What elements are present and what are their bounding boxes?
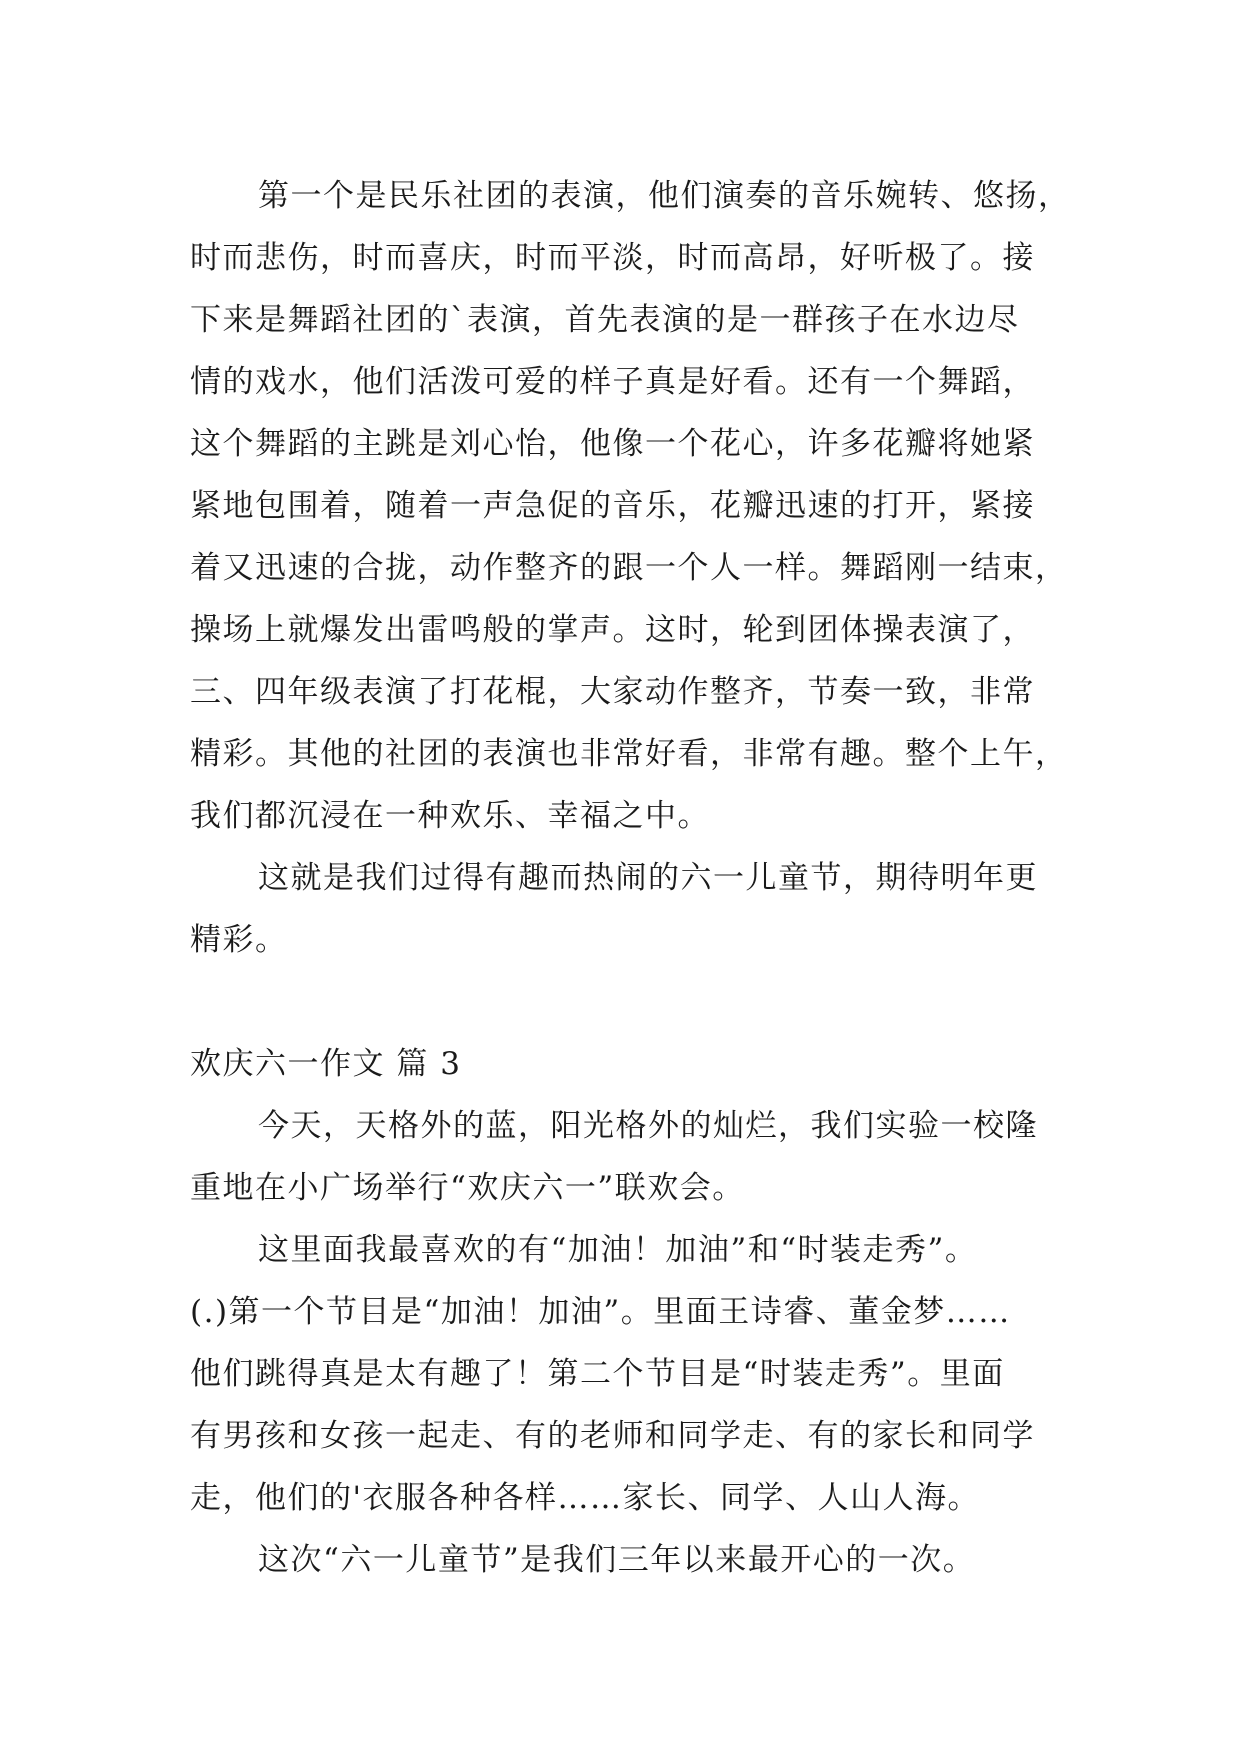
text-line: 情的戏水，他们活泼可爱的样子真是好看。还有一个舞蹈， bbox=[190, 364, 1035, 400]
text-line: 走，他们的'衣服各种各样……家长、同学、人山人海。 bbox=[190, 1480, 981, 1516]
text-line: 重地在小广场举行“欢庆六一”联欢会。 bbox=[190, 1170, 745, 1206]
text-line: 第一个是民乐社团的表演，他们演奏的音乐婉转、悠扬， bbox=[258, 178, 1071, 214]
text-line: 下来是舞蹈社团的`表演，首先表演的是一群孩子在水边尽 bbox=[190, 302, 1020, 338]
text-line: 今天，天格外的蓝，阳光格外的灿烂，我们实验一校隆 bbox=[258, 1108, 1038, 1144]
text-line: 时而悲伤，时而喜庆，时而平淡，时而高昂，好听极了。接 bbox=[190, 240, 1035, 276]
text-line: 操场上就爆发出雷鸣般的掌声。这时，轮到团体操表演了， bbox=[190, 612, 1035, 648]
paragraph-performances bbox=[190, 165, 1071, 847]
section-heading: 欢庆六一作文 篇 3 bbox=[190, 1046, 462, 1082]
text-line: 他们跳得真是太有趣了！第二个节目是“时装走秀”。里面 bbox=[190, 1356, 1005, 1392]
text-line: 这就是我们过得有趣而热闹的六一儿童节，期待明年更 bbox=[258, 860, 1038, 896]
text-line: 这次“六一儿童节”是我们三年以来最开心的一次。 bbox=[258, 1542, 976, 1578]
text-line: 有男孩和女孩一起走、有的老师和同学走、有的家长和同学 bbox=[190, 1418, 1035, 1454]
text-line: 精彩。 bbox=[190, 922, 288, 958]
text-line: (.)第一个节目是“加油！加油”。里面王诗睿、董金梦…… bbox=[190, 1294, 1011, 1330]
text-line: 三、四年级表演了打花棍，大家动作整齐，节奏一致，非常 bbox=[190, 674, 1035, 710]
paragraph-intro bbox=[190, 1095, 1068, 1219]
paragraph-conclusion bbox=[190, 1529, 1068, 1591]
paragraph-closing bbox=[190, 847, 1068, 971]
text-line: 着又迅速的合拢，动作整齐的跟一个人一样。舞蹈刚一结束， bbox=[190, 550, 1068, 586]
paragraph-favorites bbox=[190, 1219, 1068, 1529]
text-line: 我们都沉浸在一种欢乐、幸福之中。 bbox=[190, 798, 710, 834]
text-line: 这里面我最喜欢的有“加油！加油”和“时装走秀”。 bbox=[258, 1232, 978, 1268]
text-line: 紧地包围着，随着一声急促的音乐，花瓣迅速的打开，紧接 bbox=[190, 488, 1035, 524]
text-line: 精彩。其他的社团的表演也非常好看，非常有趣。整个上午， bbox=[190, 736, 1068, 772]
text-line: 这个舞蹈的主跳是刘心怡，他像一个花心，许多花瓣将她紧 bbox=[190, 426, 1035, 462]
document-page bbox=[190, 165, 1071, 1591]
